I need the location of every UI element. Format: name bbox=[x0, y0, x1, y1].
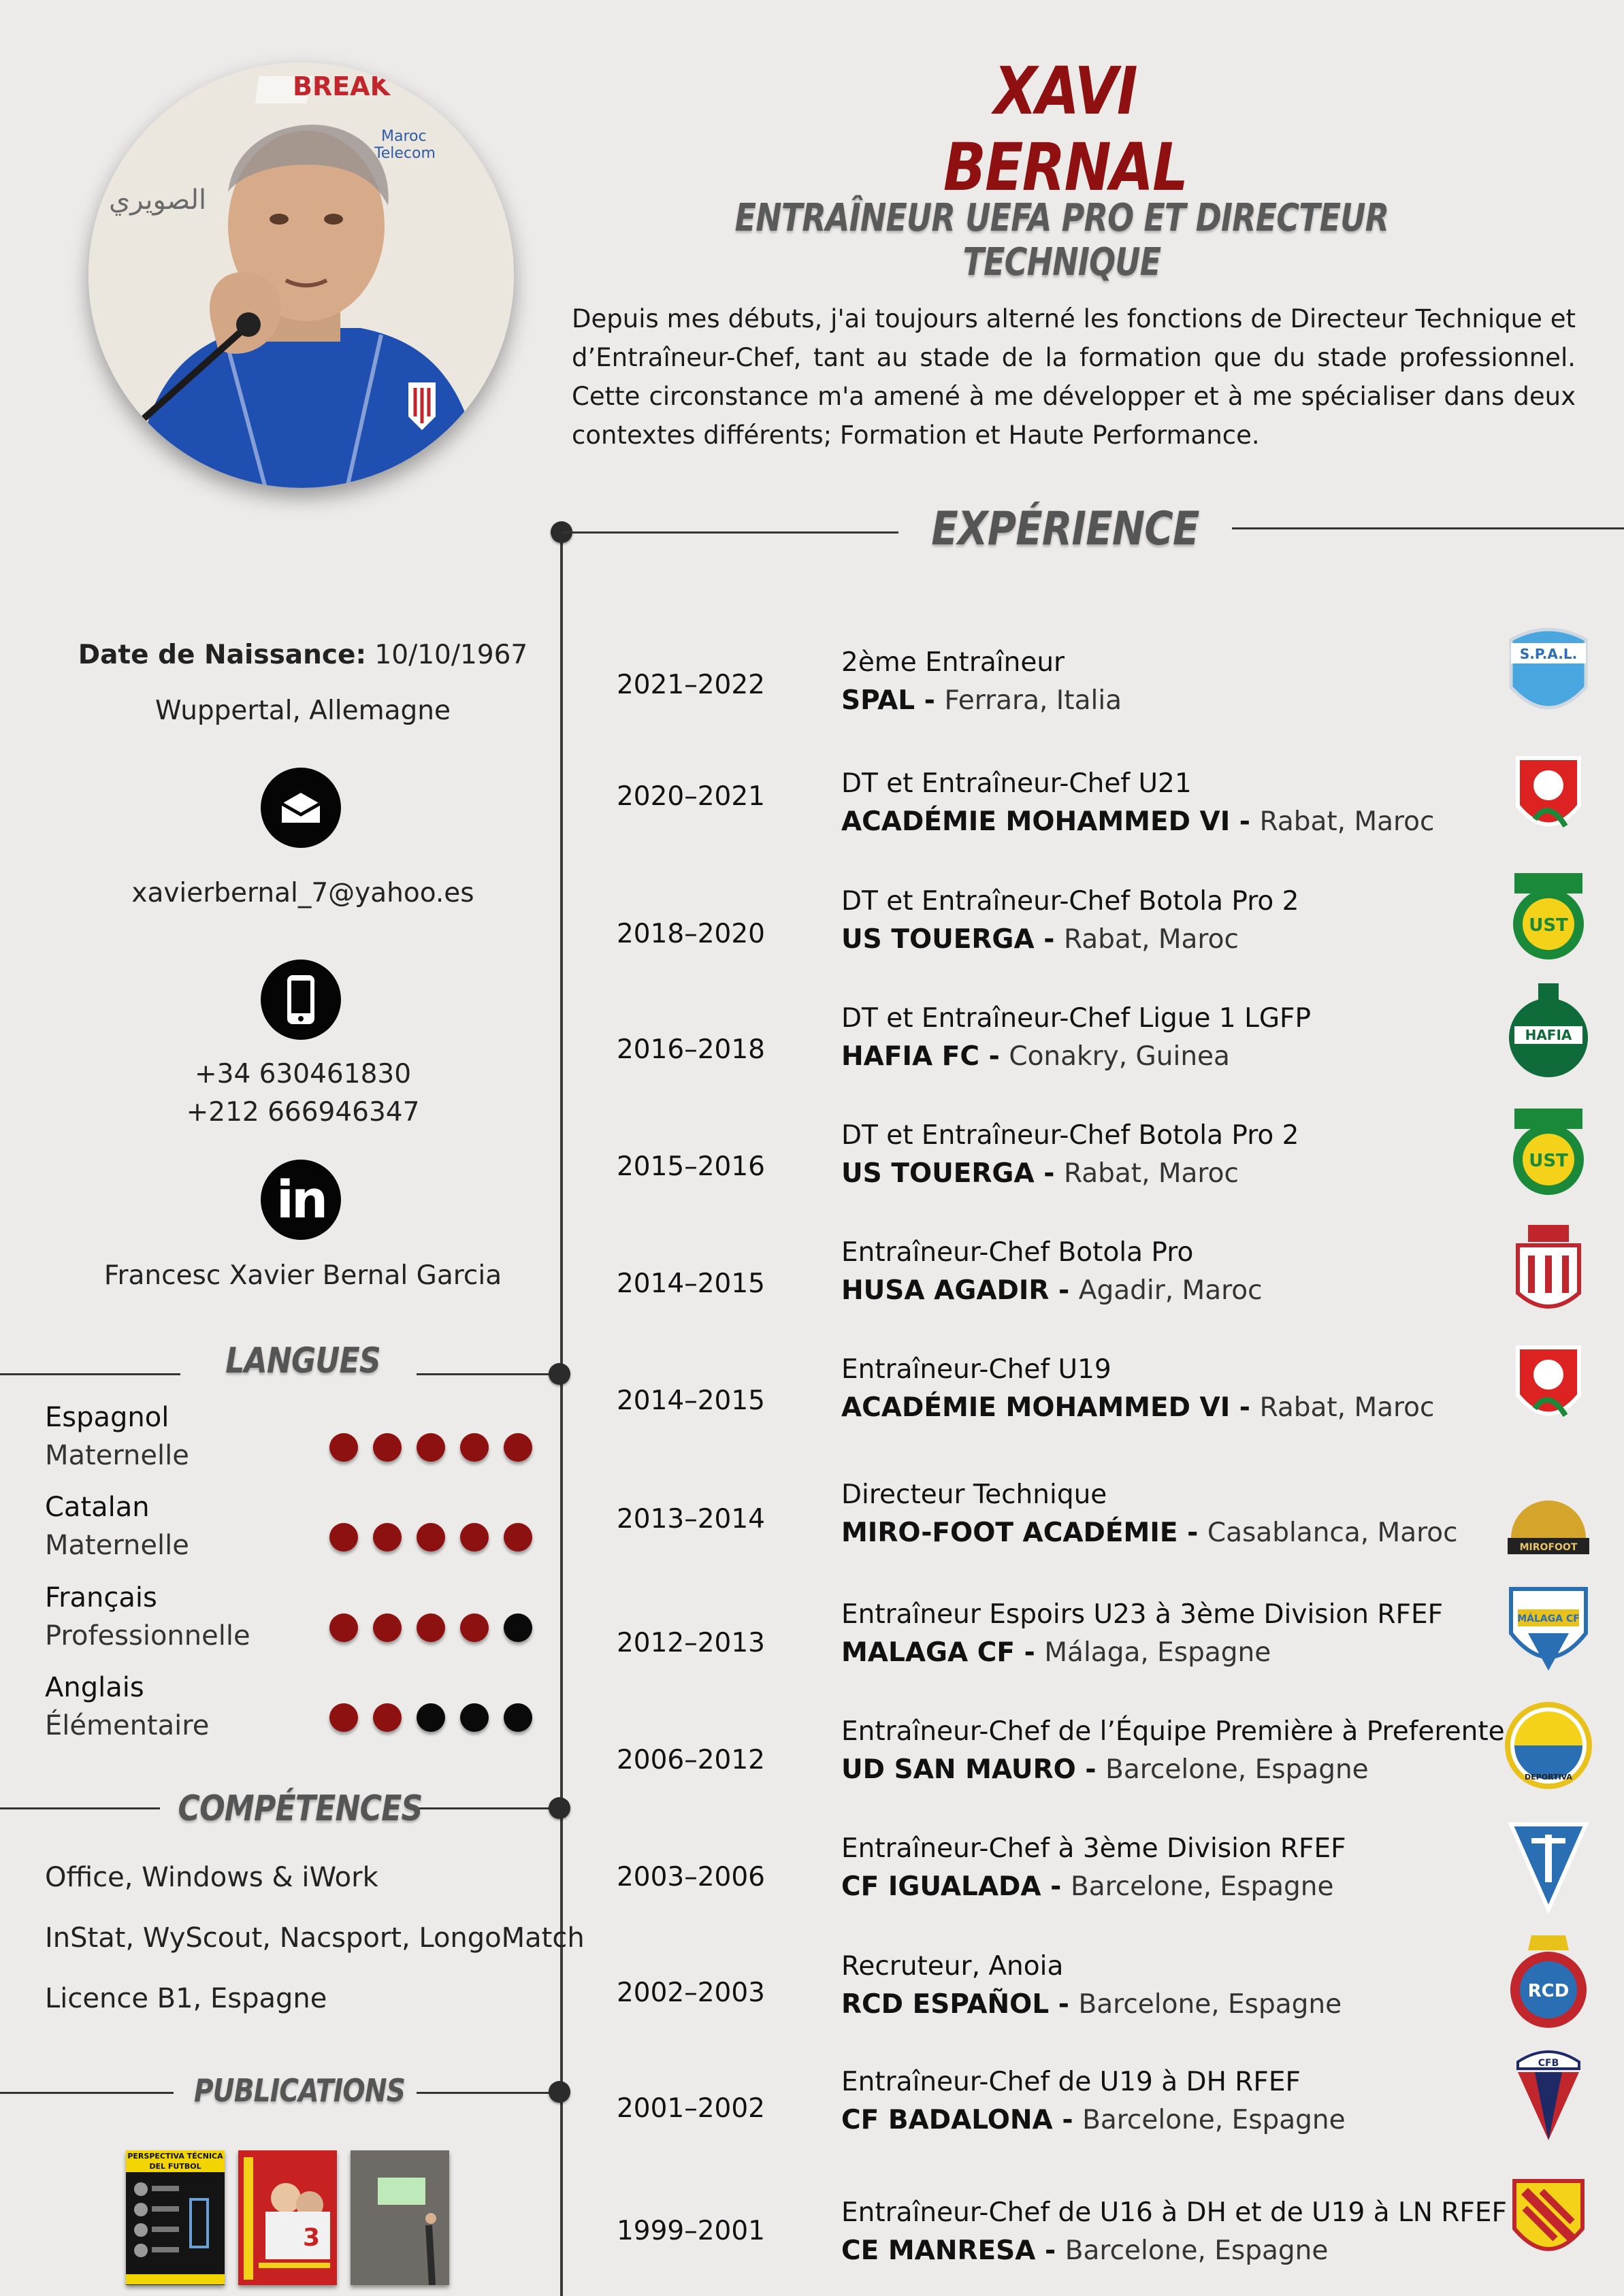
club-name: US TOUERGA bbox=[841, 1158, 1035, 1189]
experience-years: 2003–2006 bbox=[616, 1862, 765, 1892]
publications-rule-left bbox=[0, 2092, 174, 2094]
rating-dot-filled bbox=[329, 1433, 358, 1462]
club-separator: - bbox=[1230, 1392, 1260, 1423]
experience-club-line bbox=[841, 682, 1495, 720]
club-separator: - bbox=[1034, 924, 1064, 955]
experience-club-line bbox=[841, 1389, 1495, 1427]
timeline-dot-languages bbox=[549, 1363, 570, 1385]
publications-rule-right bbox=[417, 2092, 559, 2094]
club-logo bbox=[1504, 2041, 1593, 2144]
rating-dot-filled bbox=[417, 1613, 445, 1642]
club-name: ACADÉMIE MOHAMMED VI bbox=[841, 806, 1231, 837]
rating-dot-empty bbox=[504, 1703, 532, 1732]
club-logo bbox=[1504, 1334, 1593, 1436]
logo-text: RCD bbox=[1527, 1981, 1570, 2001]
profile-photo bbox=[88, 63, 514, 488]
skill-item: Licence B1, Espagne bbox=[45, 1983, 327, 2014]
experience-years: 2016–2018 bbox=[616, 1034, 765, 1065]
club-location: Barcelone, Espagne bbox=[1065, 2235, 1329, 2266]
club-logo bbox=[1504, 1218, 1593, 1320]
club-location: Agadir, Maroc bbox=[1078, 1275, 1263, 1306]
club-name: ACADÉMIE MOHAMMED VI bbox=[841, 1392, 1231, 1423]
logo-text: UST bbox=[1529, 1151, 1568, 1171]
birth-date bbox=[41, 640, 565, 670]
language-rating bbox=[329, 1613, 532, 1642]
club-separator: - bbox=[1045, 2235, 1065, 2266]
club-location: Casablanca, Maroc bbox=[1207, 1518, 1458, 1548]
logo-text: UST bbox=[1529, 915, 1568, 936]
logo-text: CFB bbox=[1538, 2058, 1559, 2069]
experience-role: Entraîneur-Chef de U16 à DH et de U19 à LN RFEF bbox=[841, 2197, 1507, 2228]
publication-2-number: 3 bbox=[303, 2224, 321, 2252]
rating-dot-filled bbox=[417, 1433, 445, 1462]
rating-dot-filled bbox=[373, 1523, 402, 1552]
photo-sponsor-telecom: Telecom bbox=[374, 145, 436, 162]
rating-dot-filled bbox=[329, 1523, 358, 1552]
experience-role: Entraîneur-Chef de l’Équipe Première à Preferente bbox=[841, 1716, 1505, 1747]
publication-1-title-2: DEL FUTBOL bbox=[126, 2162, 225, 2172]
linkedin-link[interactable]: Francesc Xavier Bernal Garcia bbox=[103, 1260, 502, 1291]
experience-role: Entraîneur-Chef Botola Pro bbox=[841, 1237, 1194, 1268]
language-name: Espagnol bbox=[45, 1402, 169, 1433]
experience-years: 2001–2002 bbox=[616, 2093, 765, 2124]
club-location: Ferrara, Italia bbox=[944, 685, 1122, 716]
club-location: Barcelone, Espagne bbox=[1082, 2105, 1346, 2135]
club-logo bbox=[1504, 863, 1593, 965]
club-name: MIRO-FOOT ACADÉMIE bbox=[841, 1518, 1178, 1548]
club-location: Barcelone, Espagne bbox=[1070, 1871, 1334, 1902]
skill-item: InStat, WyScout, Nacsport, LongoMatch bbox=[45, 1922, 585, 1954]
rating-dot-empty bbox=[460, 1703, 489, 1732]
experience-club-line bbox=[841, 1634, 1495, 1672]
club-name: RCD ESPAÑOL bbox=[841, 1989, 1058, 2020]
languages-rule-right bbox=[417, 1373, 559, 1375]
experience-role: Entraîneur-Chef U19 bbox=[841, 1354, 1111, 1385]
intro-paragraph: Depuis mes débuts, j'ai toujours alterné les fonctions de Directeur Technique et d’Entraîneur-Chef, tant au stade de la formation que du stade professionnel. Cette circonstance m'a amené à me développer et à me spécialiser dans deux contextes différents; Formation et Haute Performance. bbox=[572, 304, 1576, 450]
experience-heading: EXPÉRIENCE bbox=[931, 502, 1199, 556]
experience-role: Recruteur, Anoia bbox=[841, 1951, 1064, 1982]
publication-cover-2[interactable] bbox=[238, 2150, 337, 2285]
rating-dot-filled bbox=[504, 1433, 532, 1462]
experience-club-line bbox=[841, 1038, 1495, 1076]
club-logo bbox=[1504, 626, 1593, 728]
club-logo bbox=[1504, 2171, 1593, 2273]
language-rating bbox=[329, 1523, 532, 1552]
club-logo bbox=[1504, 1930, 1593, 2032]
logo-text: DEPORTIVA bbox=[1525, 1773, 1572, 1782]
skills-heading: COMPÉTENCES bbox=[178, 1788, 423, 1829]
club-location: Málaga, Espagne bbox=[1044, 1637, 1271, 1668]
club-separator: - bbox=[1062, 2105, 1083, 2135]
rating-dot-filled bbox=[373, 1613, 402, 1642]
experience-club-line bbox=[841, 1986, 1495, 2024]
rating-dot-filled bbox=[504, 1523, 532, 1552]
experience-club-line bbox=[841, 2101, 1495, 2139]
experience-role: 2ème Entraîneur bbox=[841, 647, 1065, 678]
experience-years: 2015–2016 bbox=[616, 1151, 765, 1182]
birth-date-value: 10/10/1967 bbox=[374, 640, 528, 670]
publication-cover-3[interactable] bbox=[351, 2150, 449, 2285]
experience-club-line bbox=[841, 1514, 1495, 1552]
experience-years: 1999–2001 bbox=[616, 2216, 765, 2246]
rating-dot-filled bbox=[460, 1433, 489, 1462]
logo-text: S.P.A.L. bbox=[1519, 646, 1578, 662]
experience-years: 2014–2015 bbox=[616, 1268, 765, 1299]
experience-role: Entraîneur-Chef de U19 à DH RFEF bbox=[841, 2067, 1301, 2097]
rating-dot-filled bbox=[329, 1703, 358, 1732]
job-title: ENTRAÎNEUR UEFA PRO ET DIRECTEUR TECHNIQUE bbox=[734, 196, 1389, 284]
experience-years: 2018–2020 bbox=[616, 919, 765, 949]
club-separator: - bbox=[1075, 1754, 1106, 1785]
club-separator: - bbox=[1230, 806, 1260, 837]
club-separator: - bbox=[1015, 1637, 1045, 1668]
photo-sponsor-break: BREAK bbox=[293, 71, 391, 101]
rating-dot-empty bbox=[504, 1613, 532, 1642]
club-location: Rabat, Maroc bbox=[1063, 1158, 1239, 1189]
club-name: HAFIA FC bbox=[841, 1041, 979, 1072]
rating-dot-filled bbox=[460, 1523, 489, 1552]
rating-dot-filled bbox=[373, 1703, 402, 1732]
person-name: XAVI BERNAL bbox=[943, 53, 1188, 206]
skill-item: Office, Windows & iWork bbox=[45, 1862, 378, 1893]
rating-dot-filled bbox=[329, 1613, 358, 1642]
experience-role: DT et Entraîneur-Chef Ligue 1 LGFP bbox=[841, 1003, 1312, 1034]
skills-rule-left bbox=[0, 1807, 160, 1809]
language-rating bbox=[329, 1433, 532, 1462]
experience-role: DT et Entraîneur-Chef Botola Pro 2 bbox=[841, 1120, 1299, 1151]
club-separator: - bbox=[1049, 1275, 1079, 1306]
club-name: UD SAN MAURO bbox=[841, 1754, 1076, 1785]
logo-text: MIROFOOT bbox=[1519, 1542, 1578, 1553]
club-location: Rabat, Maroc bbox=[1063, 924, 1239, 955]
rating-dot-filled bbox=[417, 1523, 445, 1552]
languages-heading: LANGUES bbox=[225, 1341, 380, 1381]
photo-arabic-text: الصويري bbox=[109, 184, 207, 216]
club-logo bbox=[1504, 744, 1593, 847]
club-location: Rabat, Maroc bbox=[1259, 1392, 1435, 1423]
experience-years: 2013–2014 bbox=[616, 1504, 765, 1535]
birth-label: Date de Naissance: bbox=[78, 640, 367, 670]
linkedin-icon bbox=[261, 1160, 341, 1240]
language-name: Français bbox=[45, 1582, 157, 1613]
phone-number-2[interactable]: +212 666946347 bbox=[186, 1097, 420, 1128]
club-logo bbox=[1504, 1470, 1593, 1572]
experience-role: DT et Entraîneur-Chef Botola Pro 2 bbox=[841, 886, 1299, 917]
club-location: Barcelone, Espagne bbox=[1105, 1754, 1369, 1785]
skills-rule-right bbox=[417, 1807, 559, 1809]
experience-club-line bbox=[841, 2232, 1495, 2270]
logo-text: HAFIA bbox=[1525, 1027, 1572, 1043]
club-logo bbox=[1504, 1098, 1593, 1200]
timeline-vertical-line bbox=[560, 532, 563, 2296]
language-level: Professionnelle bbox=[45, 1620, 250, 1652]
experience-rule-left bbox=[562, 531, 898, 534]
club-separator: - bbox=[915, 685, 945, 716]
club-name: CF BADALONA bbox=[841, 2105, 1062, 2135]
linkedin-icon-glyph: in bbox=[276, 1169, 326, 1230]
club-name: CE MANRESA bbox=[841, 2235, 1045, 2266]
experience-years: 2021–2022 bbox=[616, 670, 765, 700]
club-location: Rabat, Maroc bbox=[1259, 806, 1435, 837]
email-icon bbox=[261, 768, 341, 848]
languages-rule-left bbox=[0, 1373, 180, 1375]
language-level: Maternelle bbox=[45, 1440, 189, 1471]
language-name: Anglais bbox=[45, 1672, 144, 1703]
club-logo bbox=[1504, 1579, 1593, 1681]
language-name: Catalan bbox=[45, 1492, 150, 1523]
experience-club-line bbox=[841, 1272, 1495, 1310]
publication-cover-1[interactable] bbox=[126, 2150, 225, 2285]
club-name: MALAGA CF bbox=[841, 1637, 1016, 1668]
phone-number-1[interactable]: +34 630461830 bbox=[194, 1059, 412, 1089]
club-name: HUSA AGADIR bbox=[841, 1275, 1050, 1306]
experience-role: Entraîneur Espoirs U23 à 3ème Division RFEF bbox=[841, 1599, 1444, 1630]
club-logo bbox=[1504, 1814, 1593, 1916]
publications-heading: PUBLICATIONS bbox=[193, 2072, 406, 2109]
language-rating bbox=[329, 1703, 532, 1732]
rating-dot-filled bbox=[460, 1613, 489, 1642]
rating-dot-empty bbox=[417, 1703, 445, 1732]
logo-text: MÁLAGA CF bbox=[1517, 1613, 1580, 1624]
experience-role: DT et Entraîneur-Chef U21 bbox=[841, 768, 1192, 799]
photo-sponsor-maroc: Maroc bbox=[381, 128, 427, 145]
club-separator: - bbox=[1178, 1518, 1207, 1548]
timeline-dot-publications bbox=[549, 2081, 570, 2103]
experience-club-line bbox=[841, 803, 1495, 841]
experience-role: Entraîneur-Chef à 3ème Division RFEF bbox=[841, 1833, 1346, 1864]
rating-dot-filled bbox=[373, 1433, 402, 1462]
email-link[interactable]: xavierbernal_7@yahoo.es bbox=[131, 878, 474, 908]
experience-years: 2006–2012 bbox=[616, 1745, 765, 1775]
language-level: Élémentaire bbox=[45, 1710, 210, 1741]
club-logo bbox=[1504, 980, 1593, 1082]
club-name: CF IGUALADA bbox=[841, 1871, 1041, 1902]
birth-place: Wuppertal, Allemagne bbox=[155, 695, 451, 726]
phone-icon bbox=[261, 960, 341, 1040]
timeline-dot-skills bbox=[549, 1797, 570, 1819]
club-separator: - bbox=[1034, 1158, 1064, 1189]
experience-club-line bbox=[841, 1751, 1495, 1789]
club-separator: - bbox=[979, 1041, 1009, 1072]
club-separator: - bbox=[1041, 1871, 1071, 1902]
club-location: Barcelone, Espagne bbox=[1078, 1989, 1342, 2020]
language-level: Maternelle bbox=[45, 1530, 189, 1561]
experience-club-line bbox=[841, 1155, 1495, 1193]
experience-club-line bbox=[841, 921, 1495, 959]
experience-role: Directeur Technique bbox=[841, 1479, 1107, 1510]
club-logo bbox=[1504, 1694, 1593, 1797]
experience-years: 2020–2021 bbox=[616, 781, 765, 812]
experience-years: 2014–2015 bbox=[616, 1385, 765, 1416]
experience-club-line bbox=[841, 1868, 1495, 1906]
publication-1-title-1: PERSPECTIVA TÉCNICA bbox=[126, 2150, 225, 2162]
experience-years: 2002–2003 bbox=[616, 1978, 765, 2008]
club-name: SPAL bbox=[841, 685, 915, 716]
club-name: US TOUERGA bbox=[841, 924, 1035, 955]
experience-years: 2012–2013 bbox=[616, 1628, 765, 1658]
club-separator: - bbox=[1058, 1989, 1079, 2020]
experience-rule-right bbox=[1232, 527, 1624, 529]
club-location: Conakry, Guinea bbox=[1009, 1041, 1230, 1072]
